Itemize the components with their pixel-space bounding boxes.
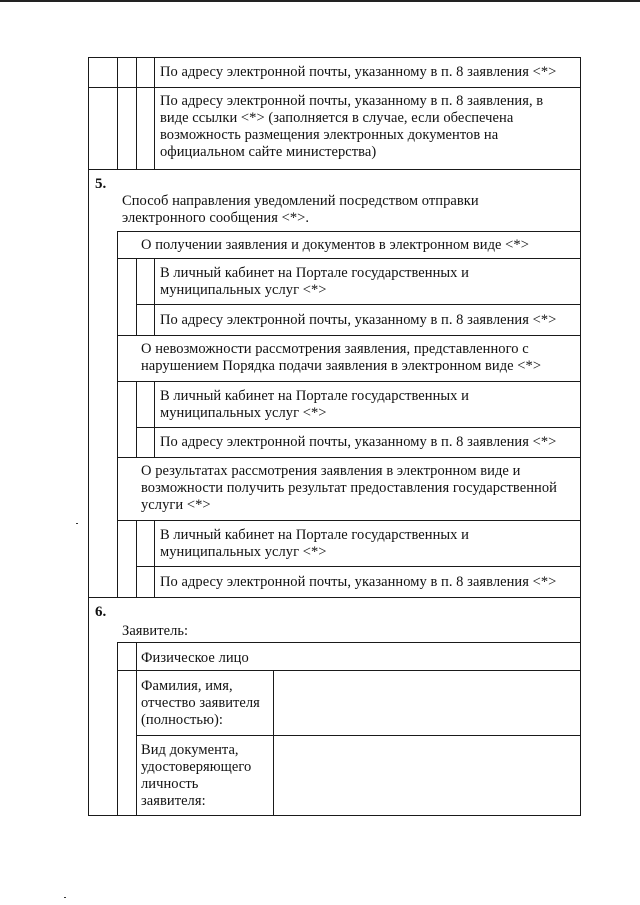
table-border-bottom (88, 815, 581, 816)
email-option-row: По адресу электронной почты, указанному в п. 8 заявления <*> (160, 312, 557, 328)
scan-top-edge (0, 0, 640, 2)
cabinet-option-line: В личный кабинет на Портале государственных и (160, 265, 469, 281)
col-line (117, 231, 118, 598)
section-line (88, 597, 581, 598)
fio-label-line: Фамилия, имя, (141, 678, 233, 694)
section5-title-line: Способ направления уведомлений посредством отправки (122, 193, 479, 209)
col-line (136, 258, 137, 336)
row-line (136, 304, 581, 305)
cabinet-option-line: муниципальных услуг <*> (160, 405, 327, 421)
individual-person-row: Физическое лицо (141, 650, 249, 666)
cabinet-option-line: муниципальных услуг <*> (160, 544, 327, 560)
col-line (136, 381, 137, 458)
row-line (117, 457, 581, 458)
col-line (154, 258, 155, 336)
id-document-label-line: удостоверяющего (141, 759, 252, 775)
email-link-line: официальном сайте министерства) (160, 144, 377, 160)
col-line (117, 57, 118, 170)
scan-speck (76, 523, 78, 524)
row-line (117, 642, 581, 643)
col-line (273, 670, 274, 816)
fio-label-line: (полностью): (141, 712, 223, 728)
results-notice-line: возможности получить результат предоставления государственной (141, 480, 557, 496)
email-option-row: По адресу электронной почты, указанному в п. 8 заявления <*> (160, 64, 557, 80)
row-line (117, 258, 581, 259)
email-option-row: По адресу электронной почты, указанному в п. 8 заявления <*> (160, 574, 557, 590)
id-document-label-line: заявителя: (141, 793, 206, 809)
id-document-label-line: личность (141, 776, 199, 792)
receipt-notice-row: О получении заявления и документов в электронном виде <*> (141, 237, 529, 253)
email-link-line: возможность размещения электронных документов на (160, 127, 499, 143)
col-line (154, 57, 155, 170)
cabinet-option-line: муниципальных услуг <*> (160, 282, 327, 298)
cabinet-option-line: В личный кабинет на Портале государственных и (160, 388, 469, 404)
table-border-right (580, 57, 581, 816)
col-line (117, 642, 118, 816)
section-line (88, 169, 581, 170)
cabinet-option-line: В личный кабинет на Портале государственных и (160, 527, 469, 543)
section-number-6: 6. (95, 604, 107, 620)
section-number-5: 5. (95, 176, 107, 192)
scan-speck (64, 897, 66, 898)
col-line (136, 642, 137, 816)
col-line (136, 57, 137, 170)
results-notice-line: О результатах рассмотрения заявления в электронном виде и (141, 463, 521, 479)
table-border-left (88, 57, 89, 816)
row-line (136, 566, 581, 567)
impossibility-notice-line: нарушением Порядка подачи заявления в электронном виде <*> (141, 358, 542, 374)
row-line (117, 381, 581, 382)
row-line (136, 427, 581, 428)
results-notice-line: услуги <*> (141, 497, 211, 513)
col-line (154, 381, 155, 458)
section5-title-line: электронного сообщения <*>. (122, 210, 310, 226)
row-line (88, 57, 581, 58)
applicant-heading: Заявитель: (122, 623, 189, 639)
row-line (117, 670, 581, 671)
row-line (117, 335, 581, 336)
row-line (117, 231, 581, 232)
row-line (88, 87, 581, 88)
email-option-row: По адресу электронной почты, указанному в п. 8 заявления <*> (160, 434, 557, 450)
fio-label-line: отчество заявителя (141, 695, 260, 711)
col-line (154, 520, 155, 598)
col-line (136, 520, 137, 598)
id-document-label-line: Вид документа, (141, 742, 239, 758)
email-link-line: виде ссылки <*> (заполняется в случае, если обеспечена (160, 110, 514, 126)
email-link-line: По адресу электронной почты, указанному в п. 8 заявления, в (160, 93, 544, 109)
impossibility-notice-line: О невозможности рассмотрения заявления, представленного с (141, 341, 529, 357)
row-line (136, 735, 581, 736)
row-line (117, 520, 581, 521)
